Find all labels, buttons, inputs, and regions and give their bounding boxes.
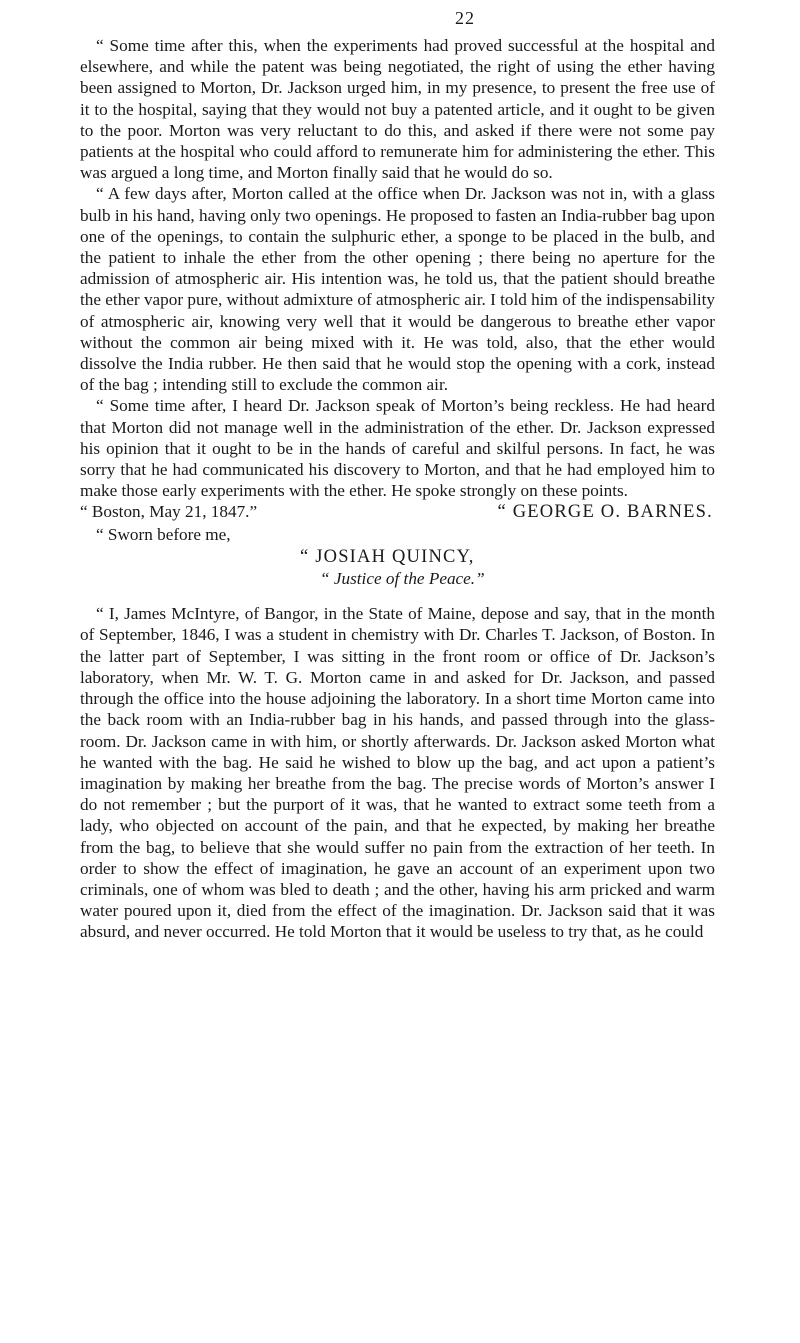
paragraph-glass-bulb: “ A few days after, Morton called at the office when Dr. Jackson was not in, with a glass bulb in his hand, having only two openings. He proposed to fasten an India-rubber bag upon one of the openings, to contain the sulphuric ether, a sponge to be placed in the bulb, and the patient to inhale the ether from the other opening ; there being no aperture for the admission of atmospheric air. His intention was, he told us, that the patient should breathe the ether vapor pure, without admixture of atmospheric air. I told him of the indispensability of atmospheric air, knowing very well that it would be dangerous to breathe ether vapor without the common air being mixed with it. He was told, also, that the ether would dissolve the India rubber. He then said that he would stop the opening with a cork, instead of the bag ; intending still to exclude the common air. xyxy=(80,184,715,395)
signature-signer: “ GEORGE O. BARNES. xyxy=(497,502,713,523)
signature-place-date: “ Boston, May 21, 1847.” xyxy=(80,502,258,522)
sworn-before: “ Sworn before me, xyxy=(96,524,231,544)
justice-name: “ JOSIAH QUINCY, xyxy=(300,546,475,567)
justice-title: “ Justice of the Peace.” xyxy=(320,569,485,589)
page-number: 22 xyxy=(455,8,475,28)
paragraph-reckless: “ Some time after, I heard Dr. Jackson speak of Morton’s being reckless. He had heard that Morton did not manage well in the administration of the ether. Dr. Jackson expressed his opinion that it ought to be in the hands of careful and skilful persons. In fact, he was sorry that he had communicated his discovery to Morton, and that he had employed him to make those early experiments with the ether. He spoke strongly on these points. xyxy=(80,396,715,501)
body-text xyxy=(80,35,715,943)
signature-row xyxy=(80,501,715,523)
paragraph-hospital-ether: “ Some time after this, when the experiments had proved successful at the hospital and elsewhere, and while the patent was being negotiated, the right of using the ether having been assigned to Morton, Dr. Jackson urged him, in my presence, to present the free use of it to the hospital, saying that they would not buy a patented article, and it ought to be given to the poor. Morton was very reluctant to do this, and asked if there were not some pay patients at the hospital who could afford to remunerate him for administering the ether. This was argued a long time, and Morton finally said that he would do so. xyxy=(80,36,715,183)
paragraph-mcintyre-deposition: “ I, James McIntyre, of Bangor, in the State of Maine, depose and say, that in the month of September, 1846, I was a student in chemistry with Dr. Charles T. Jackson, of Boston. In the latter part of September, I was sitting in the front room or office of Dr. Jackson’s laboratory, when Mr. W. T. G. Morton came in and asked for Dr. Jackson, and passed through the office into the house adjoining the laboratory. In a short time Morton came into the back room with an India-rubber bag in his hands, and passed through into the glass-room. Dr. Jackson came in with him, or shortly afterwards. Dr. Jackson asked Morton what he wanted with the bag. He said he wished to blow up the bag, and act upon a patient’s imagination by making her breathe from the bag. The precise words of Morton’s answer I do not remember ; but the purport of it was, that he wanted to extract some teeth from a lady, who objected on account of the pain, and that he expected, by making her breathe from the bag, to believe that she would suffer no pain from the extraction of her teeth. In order to show the effect of imagination, he gave an account of an experiment upon two criminals, one of whom was bled to death ; and the other, having his arm pricked and warm water poured upon it, died from the effect of the imagination. Dr. Jackson said that it was absurd, and never occurred. He told Morton that it would be useless to try that, as he could xyxy=(80,604,715,942)
section-gap xyxy=(80,589,715,603)
